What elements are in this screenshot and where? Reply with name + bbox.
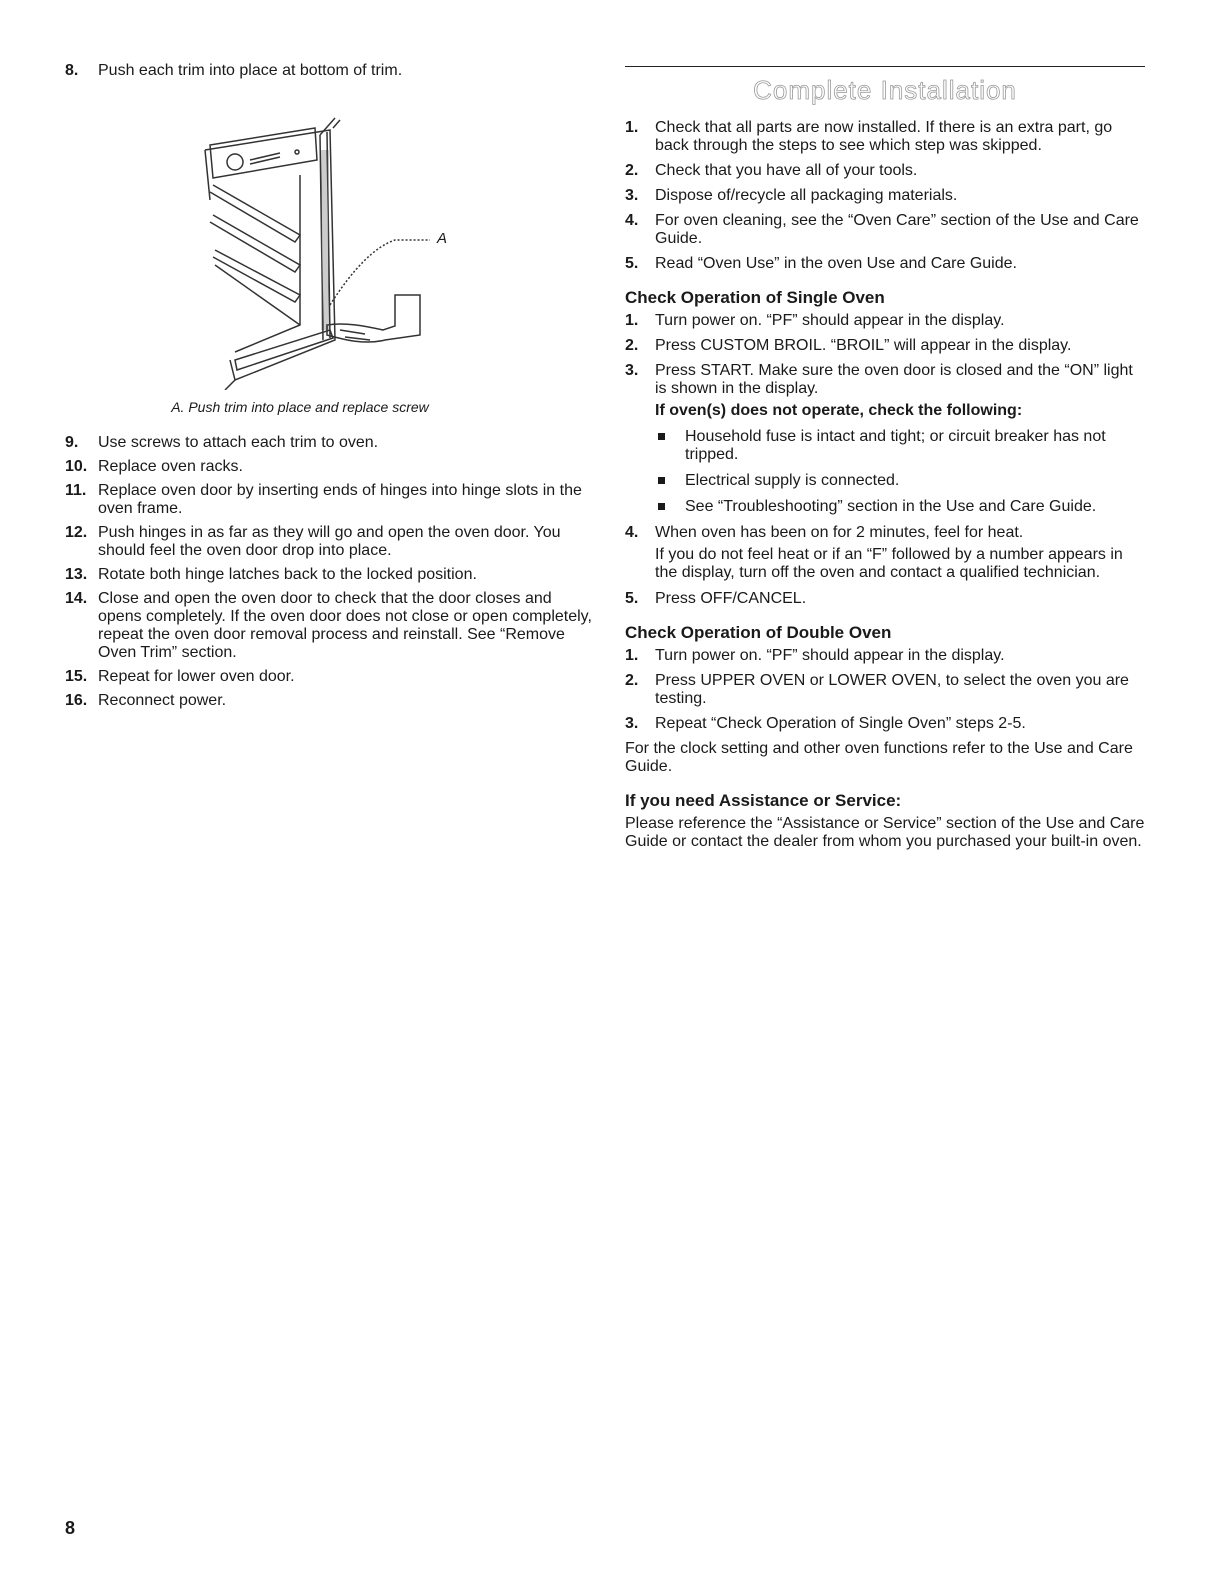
bullet-text: Household fuse is intact and tight; or circuit breaker has not tripped. (685, 428, 1106, 463)
complete-step-2 (625, 162, 1145, 180)
step-8 (65, 62, 595, 80)
page-number: 8 (65, 1518, 76, 1538)
section-divider (625, 66, 1145, 67)
step-text: When oven has been on for 2 minutes, feel for heat. (655, 524, 1024, 541)
step-14 (65, 590, 595, 662)
check-following-label: If oven(s) does not operate, check the following: (655, 402, 1023, 419)
step-number: 3. (625, 362, 639, 379)
step-text: Repeat “Check Operation of Single Oven” steps 2-5. (655, 715, 1026, 732)
step-text: Push hinges in as far as they will go and open the oven door. You should feel the oven door drop into place. (98, 524, 561, 559)
step-number: 5. (625, 255, 639, 272)
figure-caption: A. Push trim into place and replace screw (171, 399, 429, 415)
step-number: 4. (625, 212, 639, 229)
bullet-text: Electrical supply is connected. (685, 472, 900, 489)
step-number: 12. (65, 524, 88, 541)
step-15 (65, 668, 595, 686)
step-number: 1. (625, 647, 639, 664)
step-text: Press UPPER OVEN or LOWER OVEN, to select the oven you are testing. (655, 672, 1129, 707)
step-text: Use screws to attach each trim to oven. (98, 434, 379, 451)
double-step-1 (625, 647, 1145, 665)
step-text: Press CUSTOM BROIL. “BROIL” will appear in the display. (655, 337, 1072, 354)
assistance-heading: If you need Assistance or Service: (625, 791, 902, 810)
step-10 (65, 458, 595, 476)
single-step-4 (625, 524, 1145, 582)
single-step-5 (625, 590, 1145, 608)
bullet-item (625, 428, 1145, 464)
step-text: Close and open the oven door to check that the door closes and opens completely. If the oven door does not close or open completely, repeat the oven door removal process and reinstall. See “Remove Oven Trim” section. (98, 590, 592, 661)
step-number: 16. (65, 692, 88, 709)
step-number: 11. (65, 482, 87, 499)
step-text: Repeat for lower oven door. (98, 668, 295, 685)
step-text: Check that all parts are now installed. If there is an extra part, go back through the steps to see which step was skipped. (655, 119, 1113, 154)
step-text: Dispose of/recycle all packaging materials. (655, 187, 958, 204)
step-text: For oven cleaning, see the “Oven Care” section of the Use and Care Guide. (655, 212, 1139, 247)
complete-step-4 (625, 212, 1145, 248)
step-text: Replace oven racks. (98, 458, 243, 475)
step-text: Rotate both hinge latches back to the locked position. (98, 566, 477, 583)
step-number: 9. (65, 434, 79, 451)
complete-step-1 (625, 119, 1145, 155)
step-text: Turn power on. “PF” should appear in the display. (655, 647, 1005, 664)
step-number: 2. (625, 162, 639, 179)
complete-step-3 (625, 187, 1145, 205)
step-number: 2. (625, 337, 639, 354)
step-number: 2. (625, 672, 639, 689)
single-step-2 (625, 337, 1145, 355)
complete-step-5 (625, 255, 1145, 273)
step-number: 1. (625, 119, 639, 136)
step-12 (65, 524, 595, 560)
step-number: 4. (625, 524, 639, 541)
single-step-1 (625, 312, 1145, 330)
step-text: Check that you have all of your tools. (655, 162, 918, 179)
bullet-square-icon (658, 477, 665, 484)
step-number: 3. (625, 187, 639, 204)
step-number: 1. (625, 312, 639, 329)
left-column (65, 62, 595, 716)
bullet-item (625, 498, 1145, 516)
oven-trim-drawing (65, 90, 545, 390)
right-column (625, 66, 1145, 861)
step-text: Press OFF/CANCEL. (655, 590, 807, 607)
step-number: 15. (65, 668, 88, 685)
step-number: 10. (65, 458, 88, 475)
clock-paragraph: For the clock setting and other oven functions refer to the Use and Care Guide. (625, 740, 1133, 775)
step-text: Read “Oven Use” in the oven Use and Care Guide. (655, 255, 1017, 272)
bullet-text: See “Troubleshooting” section in the Use and Care Guide. (685, 498, 1097, 515)
step-13 (65, 566, 595, 584)
double-step-2 (625, 672, 1145, 708)
step-number: 3. (625, 715, 639, 732)
step-16 (65, 692, 595, 710)
assistance-paragraph: Please reference the “Assistance or Service” section of the Use and Care Guide or contact the dealer from whom you purchased your built-in oven. (625, 815, 1145, 850)
bullet-square-icon (658, 503, 665, 510)
step-text: Press START. Make sure the oven door is closed and the “ON” light is shown in the display. (655, 362, 1133, 397)
double-step-3 (625, 715, 1145, 733)
step-text: Replace oven door by inserting ends of hinges into hinge slots in the oven frame. (98, 482, 582, 517)
section-title: Complete Installation (753, 75, 1017, 105)
step-number: 8. (65, 62, 79, 79)
step-11 (65, 482, 595, 518)
step-text: Push each trim into place at bottom of trim. (98, 62, 403, 79)
step-number: 13. (65, 566, 88, 583)
trim-illustration (65, 90, 545, 390)
bullet-item (625, 472, 1145, 490)
step-text: Reconnect power. (98, 692, 227, 709)
step-number: 14. (65, 590, 88, 607)
step-text: Turn power on. “PF” should appear in the display. (655, 312, 1005, 329)
double-oven-heading: Check Operation of Double Oven (625, 623, 892, 642)
bullet-square-icon (658, 433, 665, 440)
single-step-3 (625, 362, 1145, 420)
single-oven-heading: Check Operation of Single Oven (625, 288, 885, 307)
step-note: If you do not feel heat or if an “F” followed by a number appears in the display, turn off the oven and contact a qualified technician. (655, 546, 1123, 581)
step-9 (65, 434, 595, 452)
callout-label-a: A (437, 230, 448, 247)
step-number: 5. (625, 590, 639, 607)
